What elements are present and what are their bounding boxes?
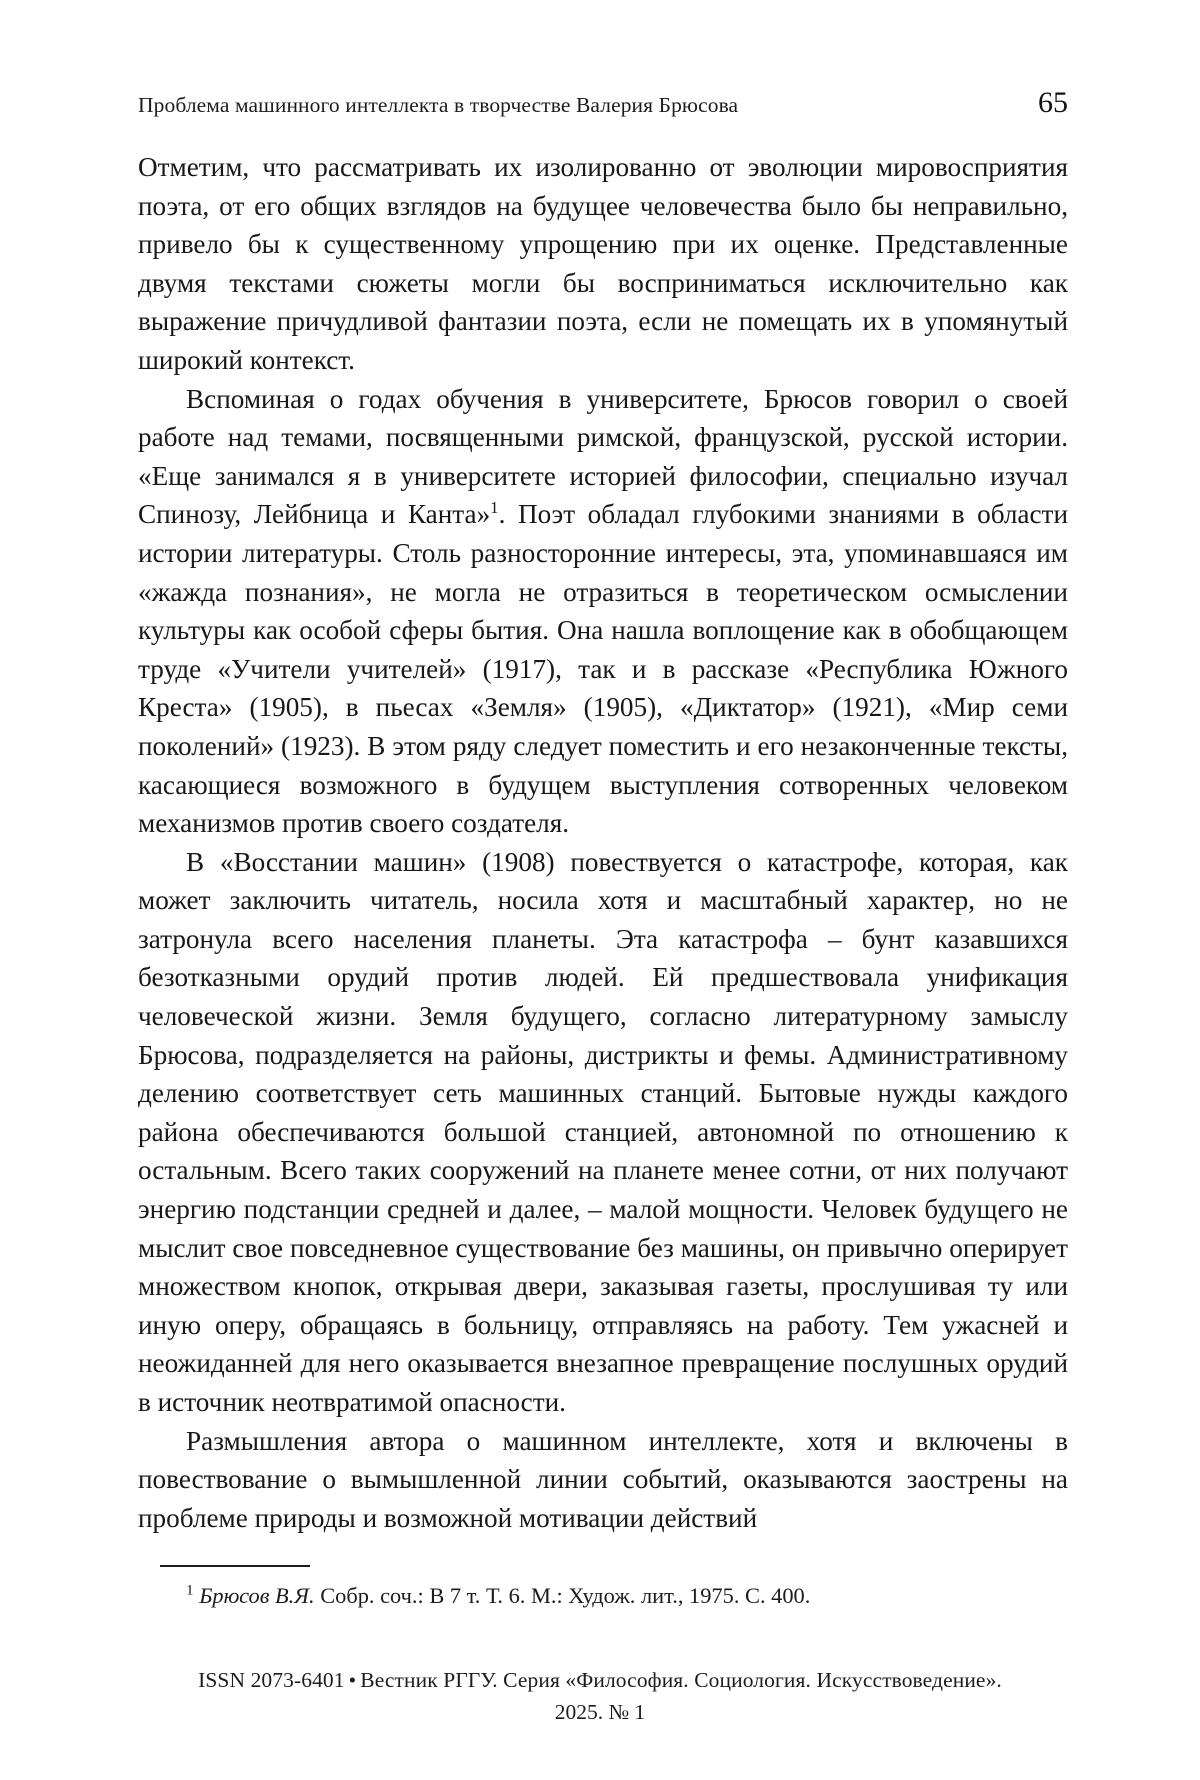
running-head <box>138 86 1068 120</box>
footnote-citation: Собр. соч.: В 7 т. Т. 6. М.: Худож. лит., 1975. С. 400. <box>314 1583 811 1608</box>
page-content <box>138 86 1068 1537</box>
footnote-reference[interactable]: 1 <box>490 498 499 518</box>
paragraph-4: Размышления автора о машинном интеллекте, хотя и включены в повествование о вымышленной линии событий, оказываются заострены на проблеме природы и возможной мотивации действий <box>138 1425 1068 1533</box>
paragraph-3: В «Восстании машин» (1908) повествуется о катастрофе, которая, как может заключить читатель, носила хотя и масштабный характер, но не затронула всего населения планеты. Эта катастрофа – бунт казавшихся безотказными орудий против людей. Ей предшествовала унификация человеческой жизни. Земля будущего, согласно литературному замыслу Брюсова, подразделяется на районы, дистрикты и фемы. Административному делению соответствует сеть машинных станций. Бытовые нужды каждого района обеспечиваются большой станцией, автономной по отношению к остальным. Всего таких сооружений на планете менее сотни, от них получают энергию подстанции средней и далее, – малой мощности. Человек будущего не мыслит свое повседневное существование без машины, он привычно оперирует множеством кнопок, открывая двери, заказывая газеты, прослушивая ту или иную оперу, обращаясь в больницу, отправляясь на работу. Тем ужасней и неожиданней для него оказывается внезапное превращение послушных орудий в источник неотвратимой опасности. <box>138 846 1068 1417</box>
paragraph-2-part-1: Вспоминая о годах обучения в университете, Брюсов говорил о своей работе над темами, посвященными римской, французской, русской истории. «Еще занимался я в университете историей философии, специально изучал Спинозу, Лейбница и Канта» <box>138 383 1068 530</box>
footer-journal: Вестник РГГУ. Серия «Философия. Социология. Искусствоведение». <box>360 1668 1002 1692</box>
paragraph-2-part-2: . Поэт обладал глубокими знаниями в области истории литературы. Столь разносторонние интересы, эта, упоминавшаяся им «жажда познания», не могла не отразиться в теоретическом осмыслении культуры как особой сферы бытия. Она нашла воплощение как в обобщающем труде «Учители учителей» (1917), так и в рассказе «Республика Южного Креста» (1905), в пьесах «Земля» (1905), «Диктатор» (1921), «Мир семи поколений» (1923). В этом ряду следует поместить и его незаконченные тексты, касающиеся возможного в будущем выступления сотворенных человеком механизмов против своего создателя. <box>138 499 1068 839</box>
footnote-divider <box>160 1565 310 1567</box>
body-text <box>138 148 1068 1537</box>
footer-line-2: 2025. № 1 <box>554 1700 646 1724</box>
footnote-area <box>138 1565 1068 1611</box>
page-number: 65 <box>1038 86 1068 119</box>
footnote-marker: 1 <box>186 1581 194 1599</box>
running-head-title: Проблема машинного интеллекта в творчестве Валерия Брюсова <box>138 93 739 117</box>
footnote-author: Брюсов В.Я. <box>199 1583 315 1608</box>
footnote-1 <box>138 1581 1068 1611</box>
footer-issn: ISSN 2073-6401 <box>198 1668 345 1692</box>
page-footer <box>0 1668 1200 1725</box>
footer-line-1 <box>0 1668 1200 1693</box>
paragraph-2 <box>138 380 1068 843</box>
paragraph-1: Отметим, что рассматривать их изолированно от эволюции мировосприятия поэта, от его общих взглядов на будущее человечества было бы неправильно, привело бы к существенному упрощению при их оценке. Представленные двумя текстами сюжеты могли бы восприниматься исключительно как выражение причудливой фантазии поэта, если не помещать их в упомянутый широкий контекст. <box>138 152 1068 375</box>
footer-separator: • <box>348 1668 357 1692</box>
